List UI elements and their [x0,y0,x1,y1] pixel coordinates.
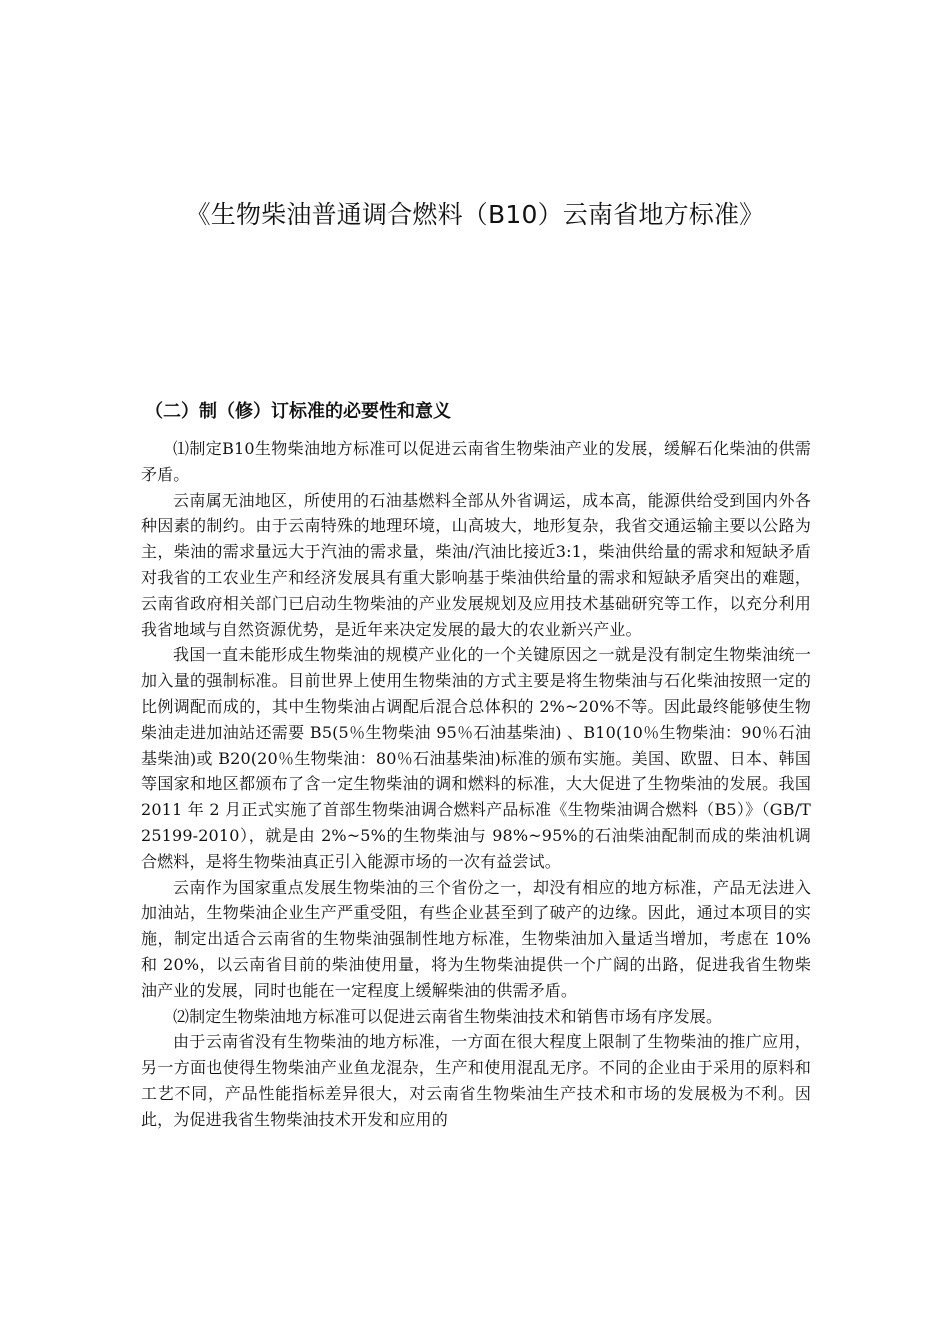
paragraph-2: 云南属无油地区，所使用的石油基燃料全部从外省调运，成本高，能源供给受到国内外各种因素的制约。由于云南特殊的地理环境，山高坡大，地形复杂，我省交通运输主要以公路为主，柴油的需求量远大于汽油的需求量，柴油/汽油比接近3:1，柴油供给量的需求和短缺矛盾对我省的工农业生产和经济发展具有重大影响基于柴油供给量的需求和短缺矛盾突出的难题，云南省政府相关部门已启动生物柴油的产业发展规划及应用技术基础研究等工作，以充分利用我省地域与自然资源优势，是近年来决定发展的最大的农业新兴产业。 [141,490,811,639]
paragraph-1: ⑴制定B10生物柴油地方标准可以促进云南省生物柴油产业的发展，缓解石化柴油的供需矛盾。 [141,439,811,484]
document-title: 《生物柴油普通调合燃料（B10）云南省地方标准》 [185,200,765,229]
paragraph-6: 由于云南省没有生物柴油的地方标准，一方面在很大程度上限制了生物柴油的推广应用，另一方面也使得生物柴油产业鱼龙混杂，生产和使用混乱无序。不同的企业由于采用的原料和工艺不同，产品性能指标差异很大，对云南省生物柴油生产技术和市场的发展极为不利。因此，为促进我省生物柴油技术开发和应用的 [141,1032,811,1129]
paragraph-4: 云南作为国家重点发展生物柴油的三个省份之一，却没有相应的地方标准，产品无法进入加油站，生物柴油企业生产严重受阻，有些企业甚至到了破产的边缘。因此，通过本项目的实施，制定出适合云南省的生物柴油强制性地方标准，生物柴油加入量适当增加，考虑在 10%和 20%，以云南省目前的柴油使用量，将为生物柴油提供一个广阔的出路，促进我省生物柴油产业的发展，同时也能在一定程度上缓解柴油的供需矛盾。 [141,877,811,1000]
paragraph-3: 我国一直未能形成生物柴油的规模产业化的一个关键原因之一就是没有制定生物柴油统一加入量的强制标准。目前世界上使用生物柴油的方式主要是将生物柴油与石化柴油按照一定的比例调配而成的，其中生物柴油占调配后混合总体积的 2%~20%不等。因此最终能够使生物柴油走进加油站还需要 B5(5％生物柴油 95％石油基柴油) 、B10(10％生物柴油：90％石油基柴油)或 B20(20％生物柴油：80％石油基柴油)标准的颁布实施。美国、欧盟、日本、韩国等国家和地区都颁布了含一定生物柴油的调和燃料的标准，大大促进了生物柴油的发展。我国 2011 年 2 月正式实施了首部生物柴油调合燃料产品标准《生物柴油调合燃料（B5）》（GB/T 25199-2010），就是由 2%~5%的生物柴油与 98%~95%的石油柴油配制而成的柴油机调合燃料，是将生物柴油真正引入能源市场的一次有益尝试。 [141,645,811,871]
body-text [141,436,811,1133]
paragraph-5: ⑵制定生物柴油地方标准可以促进云南省生物柴油技术和销售市场有序发展。 [173,1006,723,1026]
section-heading: （二）制（修）订标准的必要性和意义 [145,401,451,422]
